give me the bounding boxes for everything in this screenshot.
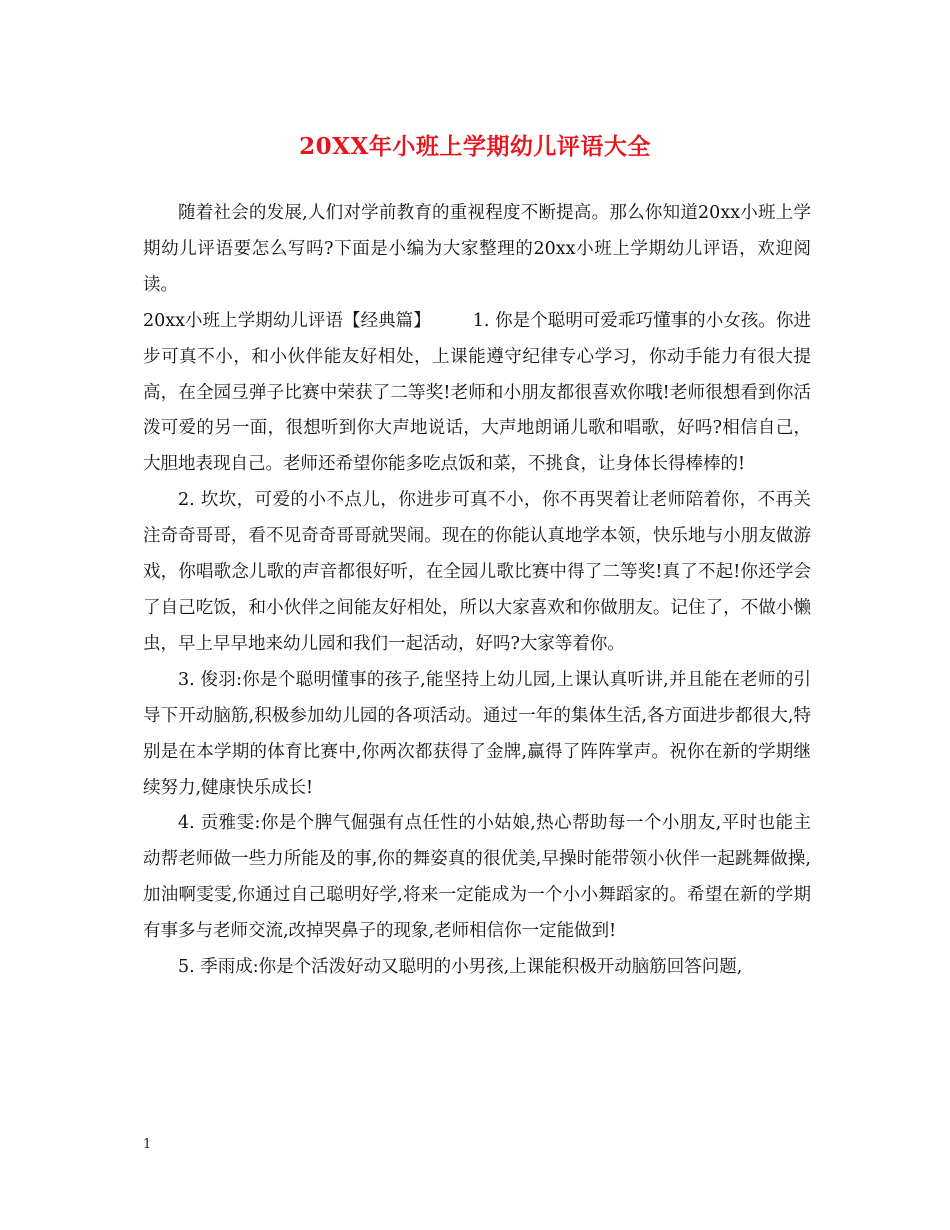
- document-title: 20XX年小班上学期幼儿评语大全: [299, 133, 651, 160]
- comment-item-4: 4. 贡雅雯:你是个脾气倔强有点任性的小姑娘,热心帮助每一个小朋友,平时也能主动帮老师做一些力所能及的事,你的舞姿真的很优美,早操时能带领小伙伴一起跳舞做操,加油啊雯雯,你通过自己聪明好学,将来一定能成为一个小小舞蹈家的。希望在新的学期有事多与老师交流,改掉哭鼻子的现象,老师相信你一定能做到!: [143, 813, 811, 942]
- page-number: 1: [143, 1137, 152, 1152]
- comment-item-5: 5. 季雨成:你是个活泼好动又聪明的小男孩,上课能积极开动脑筋回答问题,: [178, 957, 743, 978]
- comment-item-1: 1. 你是个聪明可爱乖巧懂事的小女孩。你进步可真不小，和小伙伴能友好相处，上课能遵守纪律专心学习，你动手能力有很大提高，在全园弖弹子比赛中荣获了二等奖!老师和小朋友都很喜欢你哦!老师很想看到你活泼可爱的另一面，很想听到你大声地说话，大声地朗诵儿歌和唱歌，好吗?相信自己，大胆地表现自己。老师还希望你能多吃点饭和菜，不挑食，让身体长得棒棒的!: [143, 310, 811, 475]
- section-first-line: [143, 304, 811, 484]
- intro-paragraph: 随着社会的发展,人们对学前教育的重视程度不断提高。那么你知道20xx小班上学期幼儿评语要怎么写吗?下面是小编为大家整理的20xx小班上学期幼儿评语，欢迎阅读。: [143, 203, 811, 295]
- comment-item-2: 2. 坎坎，可爱的小不点儿，你进步可真不小，你不再哭着让老师陪着你，不再关注奇奇哥哥，看不见奇奇哥哥就哭闹。现在的你能认真地学本领，快乐地与小朋友做游戏，你唱歌念儿歌的声音都很好听，在全园儿歌比赛中得了二等奖!真了不起!你还学会了自己吃饭，和小伙伴之间能友好相处，所以大家喜欢和你做朋友。记住了，不做小懒虫，早上早早地来幼儿园和我们一起活动，好吗?大家等着你。: [143, 490, 811, 654]
- document-body: [143, 196, 811, 986]
- section-heading: 20xx小班上学期幼儿评语【经典篇】: [143, 310, 431, 331]
- comment-item-3: 3. 俊羽:你是个聪明懂事的孩子,能坚持上幼儿园,上课认真听讲,并且能在老师的引导下开动脑筋,积极参加幼儿园的各项活动。通过一年的集体生活,各方面进步都很大,特别是在本学期的体育比赛中,你两次都获得了金牌,赢得了阵阵掌声。祝你在新的学期继续努力,健康快乐成长!: [143, 669, 811, 798]
